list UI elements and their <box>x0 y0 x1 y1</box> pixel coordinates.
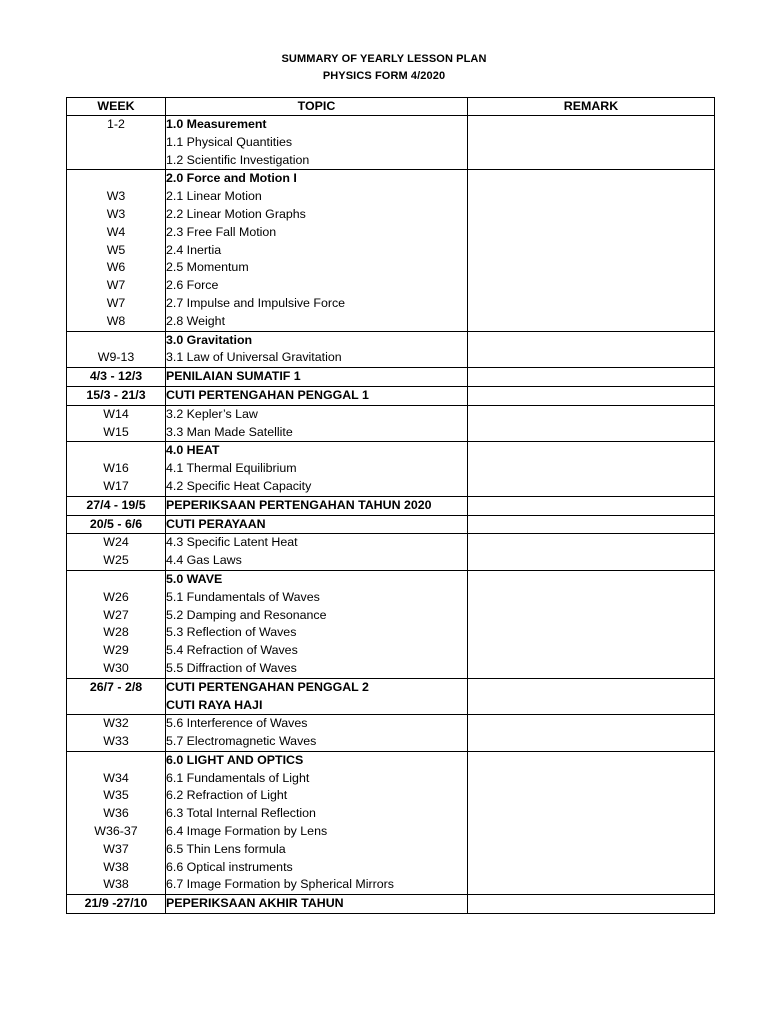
week-label <box>67 152 165 170</box>
week-cell <box>67 751 166 894</box>
topic-label: CUTI PERAYAAN <box>166 516 266 531</box>
remark-line <box>468 478 714 496</box>
week-label: W24 <box>103 535 129 550</box>
remark-line <box>468 589 714 607</box>
remark-line <box>468 787 714 805</box>
remark-line <box>468 116 714 134</box>
remark-line <box>468 349 714 367</box>
week-label: W38 <box>103 877 129 892</box>
week-label: 20/5 - 6/6 <box>89 516 143 531</box>
topic-label: PEPERIKSAAN PERTENGAHAN TAHUN 2020 <box>166 497 432 512</box>
week-label: W7 <box>106 295 126 310</box>
topic-label: PENILAIAN SUMATIF 1 <box>166 369 301 384</box>
header-topic: TOPIC <box>166 98 468 116</box>
remark-line <box>468 571 714 589</box>
remark-cell <box>468 170 715 331</box>
remark-line <box>468 660 714 678</box>
table-body <box>67 116 715 914</box>
remark-line <box>468 224 714 242</box>
week-label: 4/3 - 12/3 <box>89 369 143 384</box>
week-label: W7 <box>106 278 126 293</box>
table-row <box>67 116 715 170</box>
remark-line <box>468 460 714 478</box>
topic-label: 2.7 Impulse and Impulsive Force <box>166 295 346 310</box>
week-label: W17 <box>103 478 129 493</box>
remark-line <box>468 715 714 733</box>
remark-cell <box>468 895 715 914</box>
table-row <box>67 368 715 387</box>
remark-line <box>468 134 714 152</box>
topic-label: 6.1 Fundamentals of Light <box>166 770 310 785</box>
week-label <box>67 134 165 152</box>
week-label: W28 <box>103 625 129 640</box>
topic-label: 3.3 Man Made Satellite <box>166 424 293 439</box>
remark-line <box>468 534 714 552</box>
header-remark: REMARK <box>468 98 715 116</box>
table-row <box>67 515 715 534</box>
remark-line <box>468 679 714 697</box>
topic-label: 5.4 Refraction of Waves <box>166 643 298 658</box>
remark-cell <box>468 405 715 442</box>
topic-label: 2.2 Linear Motion Graphs <box>166 206 306 221</box>
topic-label: 5.1 Fundamentals of Waves <box>166 589 320 604</box>
topic-label: 4.3 Specific Latent Heat <box>166 535 298 550</box>
week-label: 26/7 - 2/8 <box>89 679 143 694</box>
topic-label: 6.5 Thin Lens formula <box>166 841 286 856</box>
header-week: WEEK <box>67 98 166 116</box>
week-label <box>67 752 165 770</box>
topic-cell <box>166 368 468 387</box>
remark-line <box>468 188 714 206</box>
topic-label: 1.2 Scientific Investigation <box>166 152 310 167</box>
remark-cell <box>468 386 715 405</box>
week-label: W34 <box>103 770 129 785</box>
topic-cell <box>166 534 468 571</box>
week-cell <box>67 895 166 914</box>
week-label: 21/9 -27/10 <box>84 896 148 911</box>
table-row <box>67 496 715 515</box>
remark-line <box>468 823 714 841</box>
topic-cell <box>166 678 468 715</box>
topic-cell <box>166 570 468 678</box>
remark-line <box>468 406 714 424</box>
document-subtitle: PHYSICS FORM 4/2020 <box>322 70 446 82</box>
remark-cell <box>468 442 715 496</box>
topic-label: CUTI PERTENGAHAN PENGGAL 2 <box>166 679 369 694</box>
week-label <box>67 442 165 460</box>
week-cell <box>67 515 166 534</box>
remark-line <box>468 805 714 823</box>
topic-cell <box>166 496 468 515</box>
remark-line <box>468 697 714 715</box>
remark-cell <box>468 534 715 571</box>
week-cell <box>67 368 166 387</box>
topic-label: 5.6 Interference of Waves <box>166 716 308 731</box>
topic-label: 4.0 HEAT <box>166 443 220 458</box>
remark-line <box>468 206 714 224</box>
remark-line <box>468 770 714 788</box>
topic-cell <box>166 170 468 331</box>
remark-line <box>468 841 714 859</box>
remark-line <box>468 859 714 877</box>
topic-label: 1.1 Physical Quantities <box>166 134 293 149</box>
remark-line <box>468 733 714 751</box>
week-label: W37 <box>103 841 129 856</box>
week-label: W15 <box>103 424 129 439</box>
week-label: W30 <box>103 660 129 675</box>
week-label <box>67 697 165 715</box>
topic-cell <box>166 405 468 442</box>
remark-cell <box>468 715 715 752</box>
remark-line <box>468 516 714 534</box>
week-label: 15/3 - 21/3 <box>86 387 146 402</box>
remark-line <box>468 607 714 625</box>
topic-label: 1.0 Measurement <box>166 117 267 131</box>
remark-line <box>468 242 714 260</box>
week-label: W9-13 <box>97 350 135 365</box>
table-row <box>67 534 715 571</box>
table-row <box>67 715 715 752</box>
week-label: W36-37 <box>94 824 138 839</box>
topic-label: 6.0 LIGHT AND OPTICS <box>166 752 304 767</box>
topic-label: 5.3 Reflection of Waves <box>166 625 297 640</box>
remark-line <box>468 368 714 386</box>
week-cell <box>67 678 166 715</box>
remark-line <box>468 552 714 570</box>
topic-label: 2.4 Inertia <box>166 242 222 257</box>
remark-cell <box>468 751 715 894</box>
remark-line <box>468 624 714 642</box>
table-row <box>67 895 715 914</box>
week-label: W16 <box>103 461 129 476</box>
week-cell <box>67 534 166 571</box>
week-label: W35 <box>103 788 129 803</box>
topic-label: 3.0 Gravitation <box>166 332 253 347</box>
remark-line <box>468 895 714 913</box>
topic-label: 6.6 Optical instruments <box>166 859 293 874</box>
week-cell <box>67 405 166 442</box>
topic-cell <box>166 751 468 894</box>
week-cell <box>67 116 166 170</box>
week-label: W6 <box>106 260 126 275</box>
week-label: W36 <box>103 806 129 821</box>
topic-label: 6.2 Refraction of Light <box>166 788 288 803</box>
topic-cell <box>166 116 468 170</box>
topic-label: 2.8 Weight <box>166 313 226 328</box>
week-cell <box>67 386 166 405</box>
topic-label: 5.2 Damping and Resonance <box>166 607 327 622</box>
week-label: W25 <box>103 553 129 568</box>
remark-cell <box>468 331 715 368</box>
remark-line <box>468 295 714 313</box>
remark-line <box>468 497 714 515</box>
topic-label: 5.0 WAVE <box>166 571 223 586</box>
remark-line <box>468 277 714 295</box>
topic-label: PEPERIKSAAN AKHIR TAHUN <box>166 896 344 911</box>
remark-cell <box>468 496 715 515</box>
remark-line <box>468 642 714 660</box>
table-row <box>67 751 715 894</box>
week-label: W32 <box>103 716 129 731</box>
week-label: W8 <box>106 313 126 328</box>
remark-line <box>468 387 714 405</box>
topic-label: 3.2 Kepler’s Law <box>166 406 258 421</box>
week-label <box>67 170 165 188</box>
table-row <box>67 170 715 331</box>
topic-label: CUTI PERTENGAHAN PENGGAL 1 <box>166 387 369 402</box>
topic-cell <box>166 515 468 534</box>
topic-label: 6.7 Image Formation by Spherical Mirrors <box>166 877 394 892</box>
week-cell <box>67 442 166 496</box>
topic-label: 2.6 Force <box>166 278 219 293</box>
document-title: SUMMARY OF YEARLY LESSON PLAN <box>281 53 487 65</box>
topic-label: 6.3 Total Internal Reflection <box>166 806 316 821</box>
table-row <box>67 678 715 715</box>
remark-cell <box>468 116 715 170</box>
topic-label: 4.4 Gas Laws <box>166 553 242 568</box>
week-label <box>67 571 165 589</box>
remark-line <box>468 152 714 170</box>
remark-line <box>468 170 714 188</box>
topic-label: 2.3 Free Fall Motion <box>166 224 277 239</box>
topic-label: 3.1 Law of Universal Gravitation <box>166 350 342 365</box>
topic-cell <box>166 442 468 496</box>
week-label: W33 <box>103 734 129 749</box>
week-label: W26 <box>103 589 129 604</box>
title-block <box>0 51 768 85</box>
table-row <box>67 331 715 368</box>
week-label: W3 <box>106 206 126 221</box>
week-label: W5 <box>106 242 126 257</box>
topic-cell <box>166 386 468 405</box>
week-label: 1-2 <box>107 117 125 131</box>
remark-line <box>468 442 714 460</box>
week-label: W27 <box>103 607 129 622</box>
remark-line <box>468 876 714 894</box>
week-label: W3 <box>106 189 126 204</box>
week-cell <box>67 170 166 331</box>
remark-cell <box>468 570 715 678</box>
topic-label: 4.1 Thermal Equilibrium <box>166 461 297 476</box>
table-header-row <box>67 98 715 116</box>
topic-label: 2.0 Force and Motion I <box>166 171 297 186</box>
remark-line <box>468 332 714 350</box>
topic-label: 6.4 Image Formation by Lens <box>166 824 328 839</box>
topic-label: CUTI RAYA HAJI <box>166 697 263 712</box>
remark-cell <box>468 368 715 387</box>
topic-label: 5.7 Electromagnetic Waves <box>166 734 317 749</box>
topic-cell <box>166 331 468 368</box>
table-row <box>67 405 715 442</box>
week-cell <box>67 331 166 368</box>
table-row <box>67 442 715 496</box>
week-cell <box>67 496 166 515</box>
topic-label: 2.5 Momentum <box>166 260 249 275</box>
topic-cell <box>166 895 468 914</box>
remark-line <box>468 752 714 770</box>
week-label: W38 <box>103 859 129 874</box>
remark-line <box>468 313 714 331</box>
topic-label: 2.1 Linear Motion <box>166 189 262 204</box>
topic-label: 5.5 Diffraction of Waves <box>166 660 297 675</box>
week-label: 27/4 - 19/5 <box>86 497 146 512</box>
week-label: W14 <box>103 406 129 421</box>
remark-line <box>468 424 714 442</box>
remark-cell <box>468 678 715 715</box>
week-label <box>67 332 165 350</box>
table-row <box>67 570 715 678</box>
week-cell <box>67 715 166 752</box>
remark-line <box>468 259 714 277</box>
week-label: W29 <box>103 643 129 658</box>
topic-label: 4.2 Specific Heat Capacity <box>166 478 312 493</box>
week-cell <box>67 570 166 678</box>
remark-cell <box>468 515 715 534</box>
topic-cell <box>166 715 468 752</box>
week-label: W4 <box>106 224 126 239</box>
lesson-plan-table <box>66 97 715 914</box>
table-row <box>67 386 715 405</box>
